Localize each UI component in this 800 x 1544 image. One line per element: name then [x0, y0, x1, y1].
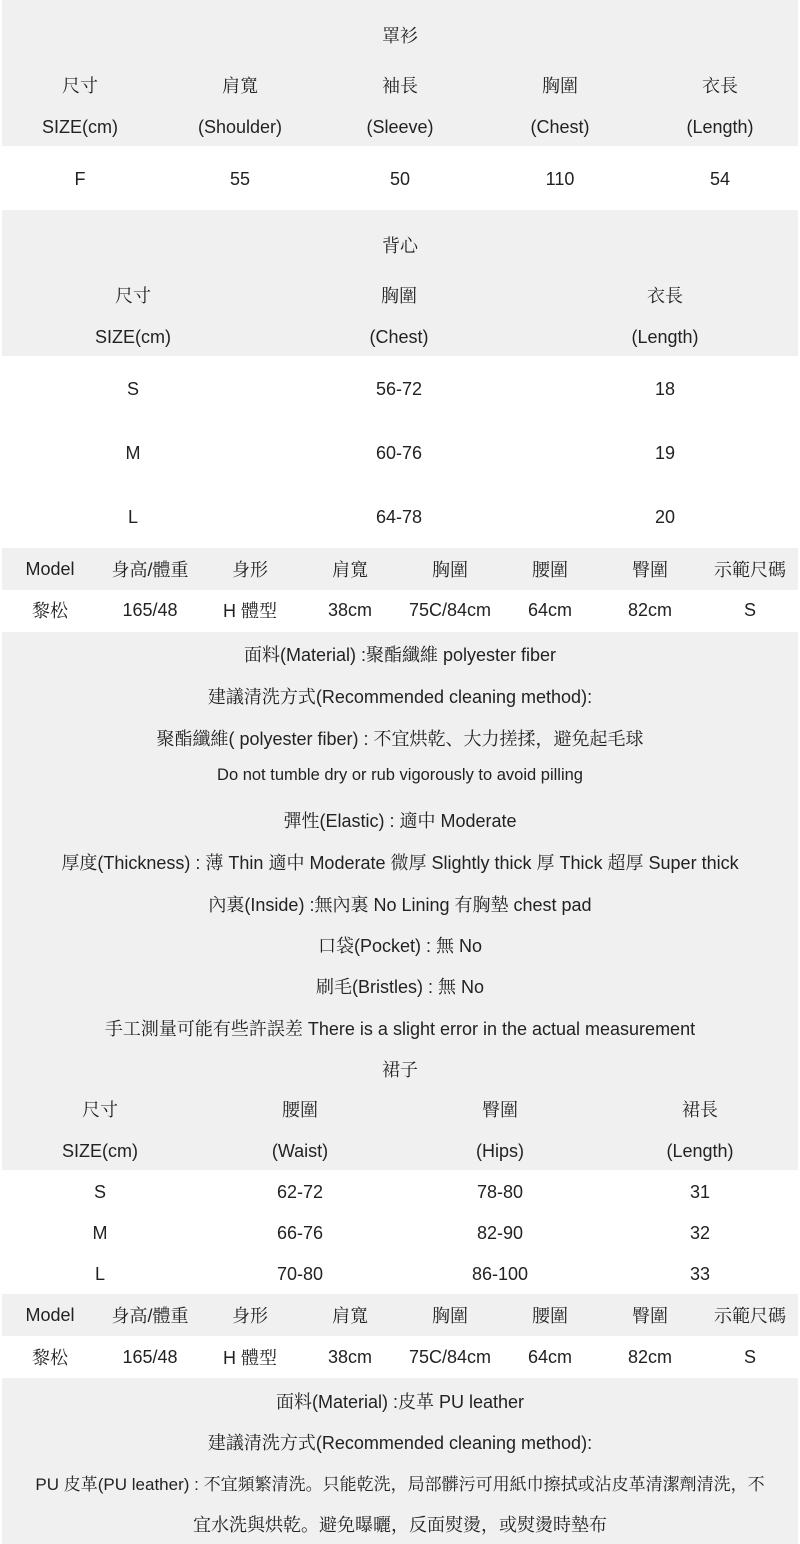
cell-hips: 82cm: [627, 599, 672, 620]
elastic-line: 彈性(Elastic) : 適中 Moderate: [283, 811, 517, 831]
model1-header-row: [0, 556, 800, 582]
header-size: 尺寸: [115, 286, 151, 306]
cell-shoulder: 38cm: [327, 1346, 372, 1367]
table-row: [0, 440, 800, 466]
material-line: 面料(Material) :皮革 PU leather: [275, 1392, 525, 1412]
header-length: 衣長: [702, 76, 738, 96]
material-line: 面料(Material) :聚酯纖維 polyester fiber: [243, 645, 557, 665]
header-shoulder: 肩寬: [332, 560, 368, 580]
header-chest-en: (Chest): [369, 326, 429, 347]
header-height-weight: 身高/體重: [111, 1306, 189, 1326]
cell-size: S: [126, 378, 139, 399]
cell-size: L: [94, 1263, 105, 1284]
cell-length: 54: [709, 168, 731, 189]
blouse-title: 罩衫: [382, 26, 418, 46]
header-chest: 胸圍: [381, 286, 417, 306]
cell-shoulder: 55: [229, 168, 251, 189]
header-shoulder-en: (Shoulder): [197, 116, 283, 137]
cell-waist: 64cm: [527, 1346, 572, 1367]
header-body-type: 身形: [232, 1306, 268, 1326]
cell-hips: 86-100: [471, 1263, 529, 1284]
cleaning-line-2: 宜水洗與烘乾。避免曝曬，反面熨燙，或熨燙時墊布: [193, 1515, 607, 1535]
cell-chest: 75C/84cm: [408, 1346, 492, 1367]
cell-body-type: H 體型: [223, 601, 277, 621]
header-length: 裙長: [682, 1100, 718, 1120]
cell-chest: 60-76: [375, 442, 423, 463]
header-size-en: SIZE(cm): [42, 116, 118, 137]
header-height-weight: 身高/體重: [111, 560, 189, 580]
header-size-en: SIZE(cm): [62, 1140, 138, 1161]
cell-size: M: [125, 442, 141, 463]
header-length: 衣長: [647, 286, 683, 306]
header-shoulder: 肩寬: [222, 76, 258, 96]
vest-header-zh-row: [0, 282, 800, 308]
cell-length: 31: [689, 1181, 711, 1202]
inside-line: 內裏(Inside) :無內裏 No Lining 有胸墊 chest pad: [208, 895, 592, 915]
header-size: 尺寸: [62, 76, 98, 96]
header-hips: 臀圍: [482, 1100, 518, 1120]
cell-shoulder: 38cm: [327, 599, 372, 620]
header-size-en: SIZE(cm): [95, 326, 171, 347]
table-row: [0, 376, 800, 402]
table-row: [0, 166, 800, 192]
header-waist: 腰圍: [532, 560, 568, 580]
cell-chest: 75C/84cm: [408, 599, 492, 620]
vest-title: 背心: [382, 236, 418, 256]
cell-sleeve: 50: [389, 168, 411, 189]
cell-waist: 64cm: [527, 599, 572, 620]
bristles-line: 刷毛(Bristles) : 無 No: [315, 977, 484, 997]
pocket-line: 口袋(Pocket) : 無 No: [317, 936, 483, 956]
header-length-en: (Length): [631, 326, 699, 347]
cell-size: F: [74, 168, 86, 189]
cell-hips: 82cm: [627, 1346, 672, 1367]
blouse-header-zh-row: [0, 72, 800, 98]
cell-waist: 66-76: [276, 1222, 324, 1243]
table-row: [0, 1261, 800, 1287]
blouse-header-en-row: [0, 114, 800, 140]
cell-size: M: [92, 1222, 108, 1243]
cell-sample-size: S: [743, 1346, 756, 1367]
header-hips: 臀圍: [632, 560, 668, 580]
skirt-header-en-row: [0, 1138, 800, 1164]
cleaning-zh: 聚酯纖維( polyester fiber) : 不宜烘乾、大力搓揉，避免起毛球: [156, 729, 644, 749]
cell-chest: 56-72: [375, 378, 423, 399]
cell-chest: 64-78: [375, 506, 423, 527]
header-chest: 胸圍: [542, 76, 578, 96]
vest-header-en-row: [0, 324, 800, 350]
cell-height-weight: 165/48: [122, 599, 178, 620]
header-body-type: 身形: [232, 560, 268, 580]
cleaning-line-1: PU 皮革(PU leather) : 不宜頻繁清洗。只能乾洗，局部髒污可用紙巾擦拭或沾皮革清潔劑清洗，不: [35, 1475, 765, 1494]
header-sleeve-en: (Sleeve): [366, 116, 434, 137]
cell-length: 20: [654, 506, 676, 527]
table-row: [0, 1220, 800, 1246]
skirt-header-zh-row: [0, 1096, 800, 1122]
table-row: [0, 1344, 800, 1370]
cell-chest: 110: [545, 168, 575, 189]
cleaning-title: 建議清洗方式(Recommended cleaning method):: [207, 1433, 593, 1453]
header-length-en: (Length): [686, 116, 754, 137]
cell-height-weight: 165/48: [122, 1346, 178, 1367]
cell-length: 19: [654, 442, 676, 463]
header-sleeve: 袖長: [382, 76, 418, 96]
header-length-en: (Length): [666, 1140, 734, 1161]
header-chest-en: (Chest): [530, 116, 590, 137]
header-hips-en: (Hips): [476, 1140, 524, 1161]
cell-model: 黎松: [32, 601, 68, 621]
cell-waist: 62-72: [276, 1181, 324, 1202]
cleaning-title: 建議清洗方式(Recommended cleaning method):: [207, 687, 593, 707]
header-size: 尺寸: [82, 1100, 118, 1120]
cell-size: S: [93, 1181, 106, 1202]
header-waist-en: (Waist): [271, 1140, 329, 1161]
header-sample-size: 示範尺碼: [714, 1306, 786, 1326]
cell-body-type: H 體型: [223, 1348, 277, 1368]
header-hips: 臀圍: [632, 1306, 668, 1326]
table-row: [0, 597, 800, 623]
cleaning-en: Do not tumble dry or rub vigorously to avoid pilling: [217, 766, 583, 784]
header-chest: 胸圍: [432, 1306, 468, 1326]
skirt-title: 裙子: [382, 1060, 418, 1080]
cell-length: 18: [654, 378, 676, 399]
header-model: Model: [25, 558, 75, 579]
header-shoulder: 肩寬: [332, 1306, 368, 1326]
error-note: 手工測量可能有些許誤差 There is a slight error in the actual measurement: [104, 1019, 696, 1039]
header-chest: 胸圍: [432, 560, 468, 580]
model2-header-row: [0, 1302, 800, 1328]
cell-length: 32: [689, 1222, 711, 1243]
cell-hips: 82-90: [476, 1222, 524, 1243]
table-row: [0, 504, 800, 530]
cell-model: 黎松: [32, 1348, 68, 1368]
header-waist: 腰圍: [532, 1306, 568, 1326]
cell-sample-size: S: [743, 599, 756, 620]
cell-size: L: [127, 506, 138, 527]
header-sample-size: 示範尺碼: [714, 560, 786, 580]
cell-hips: 78-80: [476, 1181, 524, 1202]
table-row: [0, 1179, 800, 1205]
cell-waist: 70-80: [276, 1263, 324, 1284]
header-waist: 腰圍: [282, 1100, 318, 1120]
cell-length: 33: [689, 1263, 711, 1284]
thickness-line: 厚度(Thickness) : 薄 Thin 適中 Moderate 微厚 Slightly thick 厚 Thick 超厚 Super thick: [61, 853, 739, 873]
header-model: Model: [25, 1304, 75, 1325]
